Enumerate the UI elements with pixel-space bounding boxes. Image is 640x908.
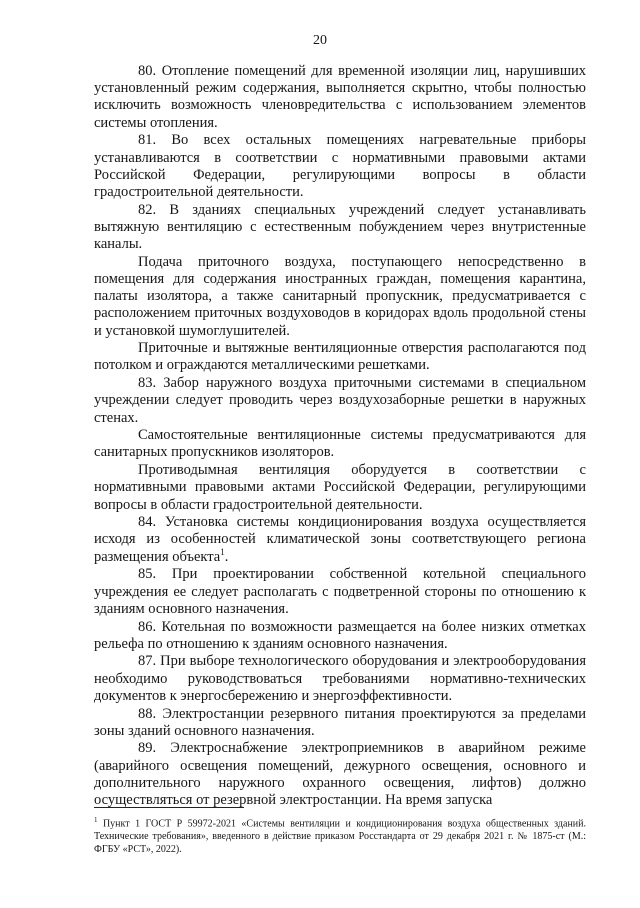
page-number: 20 — [313, 33, 327, 48]
paragraph-80: 80. Отопление помещений для временной изоляции лиц, нарушивших установленный режим содержания, выполняется скрытно, чтобы полностью исключить возможность членовредительства с использованием элементов системы отопления. — [94, 63, 586, 131]
paragraph-81: 81. Во всех остальных помещениях нагревательные приборы устанавливаются в соответствии с нормативными правовыми актами Российской Федерации, регулирующими вопросы в области градостроительной деятельности. — [94, 132, 586, 200]
paragraph-84: 84. Установка системы кондиционирования воздуха осуществляется исходя из особенностей климатической зоны соответствующего региона размещения объекта$^1$. — [94, 514, 586, 565]
body-text — [94, 63, 586, 810]
footnote-ref[interactable]: 1 — [220, 546, 225, 557]
footnote-text: Пункт 1 ГОСТ Р 59972-2021 «Системы вентиляции и кондиционирования воздуха общественных зданий. Технические требования», введенного в действие приказом Росстандарта от 29 декабря 2021 г. № 1875-ст (М.: ФГБУ «РСТ», 2022). — [94, 818, 586, 855]
paragraph-83: 83. Забор наружного воздуха приточными системами в специальном учреждении следует проводить через воздухозаборные решетки в наружных стенах. — [94, 375, 586, 426]
footnote — [94, 814, 586, 856]
paragraph-88: 88. Электростанции резервного питания проектируются за пределами зоны зданий основного назначения. — [94, 705, 586, 739]
paragraph-82: 82. В зданиях специальных учреждений следует устанавливать вытяжную вентиляцию с естественным побуждением через внутристенные каналы. — [94, 201, 586, 253]
paragraph-84-text: 84. Установка системы кондиционирования воздуха осуществляется исходя из особенностей климатической зоны соответствующего региона размещения объекта — [94, 514, 586, 565]
paragraph-89: 89. Электроснабжение электроприемников в аварийном режиме (аварийного освещения помещений, дежурного освещения, основного и дополнительного наружного охранного освещения, лифтов) должно осуществляться от резервной электростанции. На время запуска — [94, 740, 586, 809]
paragraph-87: 87. При выборе технологического оборудования и электрооборудования необходимо руководствоваться требованиями нормативно-технических документов к энергосбережению и энергоэффективности. — [94, 653, 586, 704]
paragraph-85: 85. При проектировании собственной котельной специального учреждения ее следует располагать с подветренной стороны по отношению к зданиям основного назначения. — [94, 566, 586, 617]
paragraph-86: 86. Котельная по возможности размещается на более низких отметках рельефа по отношению к зданиям основного назначения. — [94, 618, 586, 652]
footnote-marker: 1 — [94, 816, 98, 824]
footnote-separator — [94, 807, 244, 808]
paragraph-83-separate-systems: Самостоятельные вентиляционные системы предусматриваются для санитарных пропускников изоляторов. — [94, 427, 586, 461]
paragraph-83-smoke-ventilation: Противодымная вентиляция оборудуется в соответствии с нормативными правовыми актами Российской Федерации, регулирующими вопросы в области градостроительной деятельности. — [94, 462, 586, 513]
paragraph-82-vents: Приточные и вытяжные вентиляционные отверстия располагаются под потолком и ограждаются металлическими решетками. — [94, 340, 586, 374]
paragraph-82-supply-air: Подача приточного воздуха, поступающего непосредственно в помещения для содержания иностранных граждан, помещения карантина, палаты изолятора, а также санитарный пропускник, предусматривается с расположением приточных воздуховодов в коридорах вдоль продольной стены и установкой шумоглушителей. — [94, 253, 586, 339]
